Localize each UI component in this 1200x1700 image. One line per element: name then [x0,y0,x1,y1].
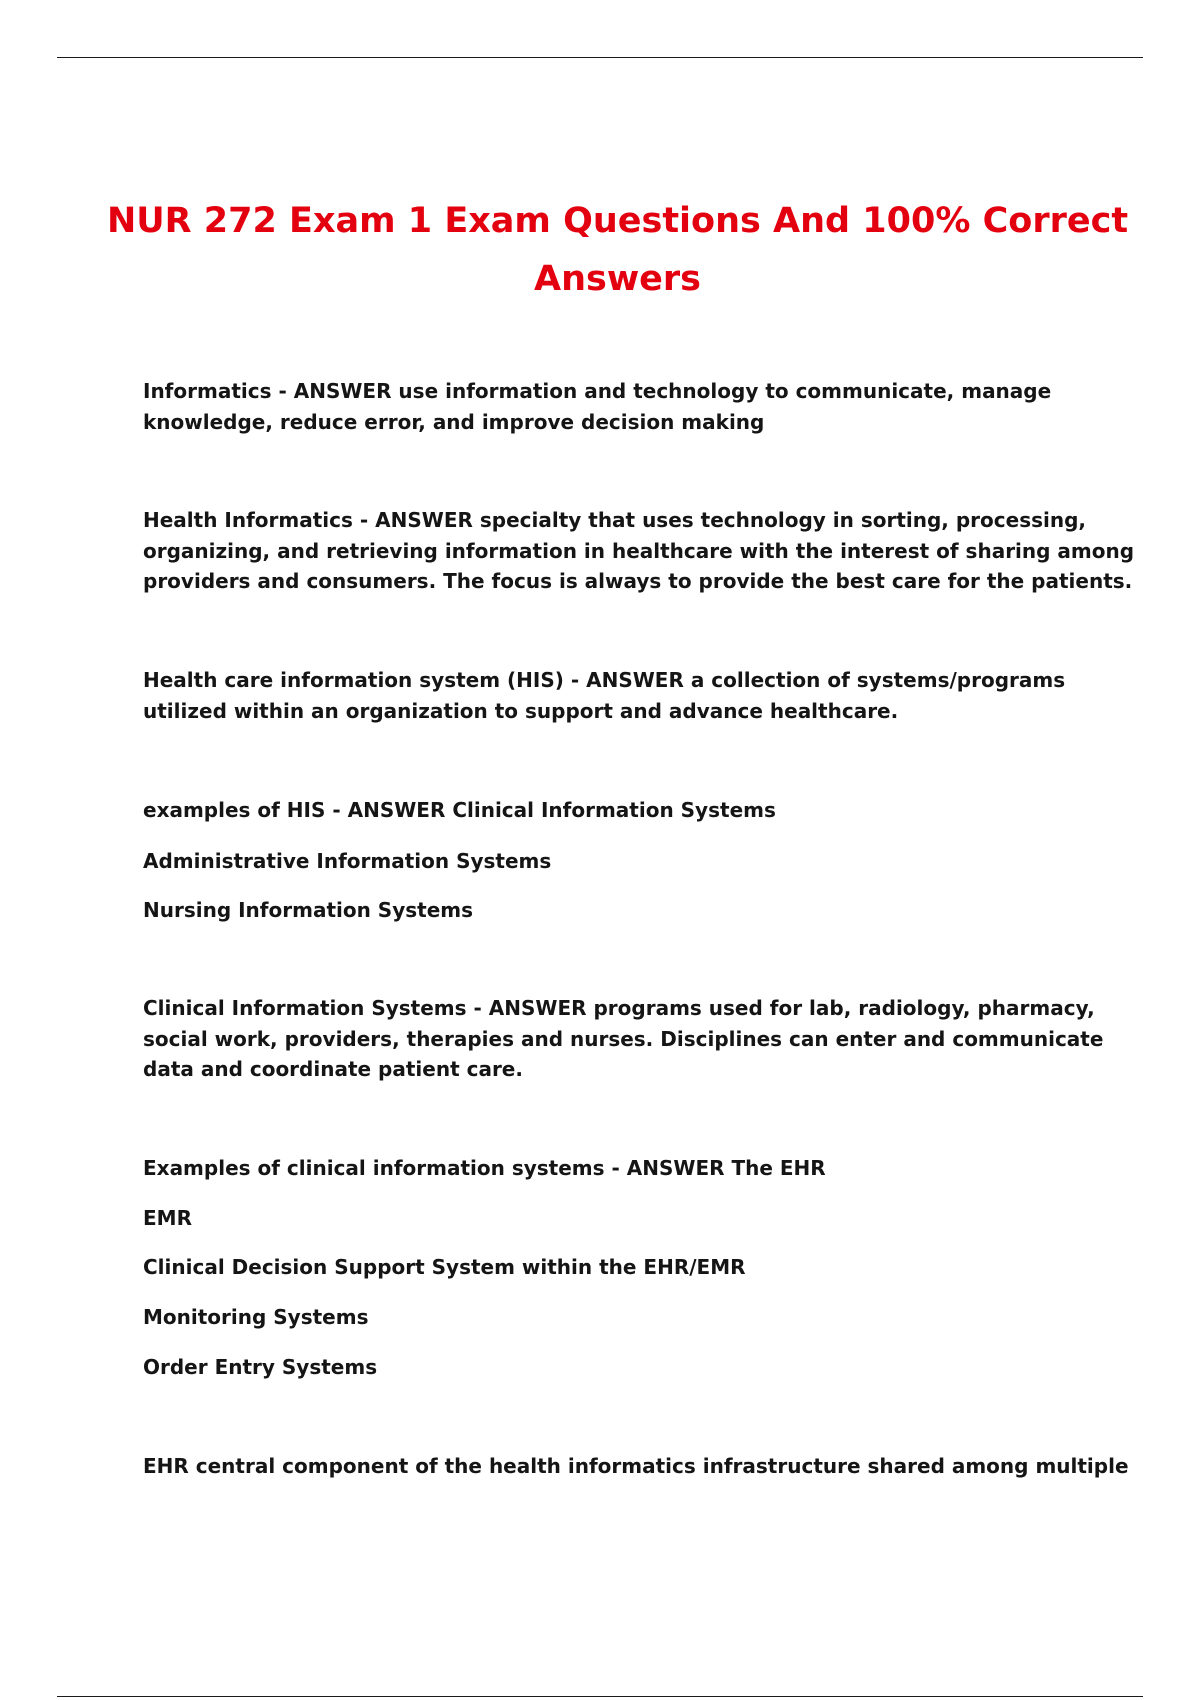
document-title: NUR 272 Exam 1 Exam Questions And 100% Correct Answers [106,201,1129,299]
qa-health-care-information-system: Health care information system (HIS) - ANSWER a collection of systems/programs utilized within an organization to support and advance healthcare. [143,668,1066,723]
top-rule [57,57,1143,58]
qa-clinical-information-systems: Clinical Information Systems - ANSWER programs used for lab, radiology, pharmacy, social work, providers, therapies and nurses. Disciplines can enter and communicate data and coordinate patient care. [143,996,1104,1081]
qa-informatics: Informatics - ANSWER use information and technology to communicate, manage knowledge, reduce error, and improve decision making [143,379,1052,434]
list-item: Clinical Decision Support System within the EHR/EMR [143,1255,746,1279]
qa-ehr-central-component: EHR central component of the health informatics infrastructure shared among multiple [143,1454,1129,1478]
qa-examples-of-his: examples of HIS - ANSWER Clinical Information Systems [143,798,776,822]
list-item: Order Entry Systems [143,1355,378,1379]
qa-health-informatics: Health Informatics - ANSWER specialty that uses technology in sorting, processing, organizing, and retrieving information in healthcare with the interest of sharing among providers and consumers. The focus is always to provide the best care for the patients. [143,508,1135,593]
list-item: EMR [143,1206,192,1230]
qa-examples-of-clinical-systems: Examples of clinical information systems - ANSWER The EHR [143,1156,826,1180]
bottom-rule [57,1696,1143,1697]
list-item: Nursing Information Systems [143,898,474,922]
list-item: Administrative Information Systems [143,849,552,873]
list-item: Monitoring Systems [143,1305,369,1329]
